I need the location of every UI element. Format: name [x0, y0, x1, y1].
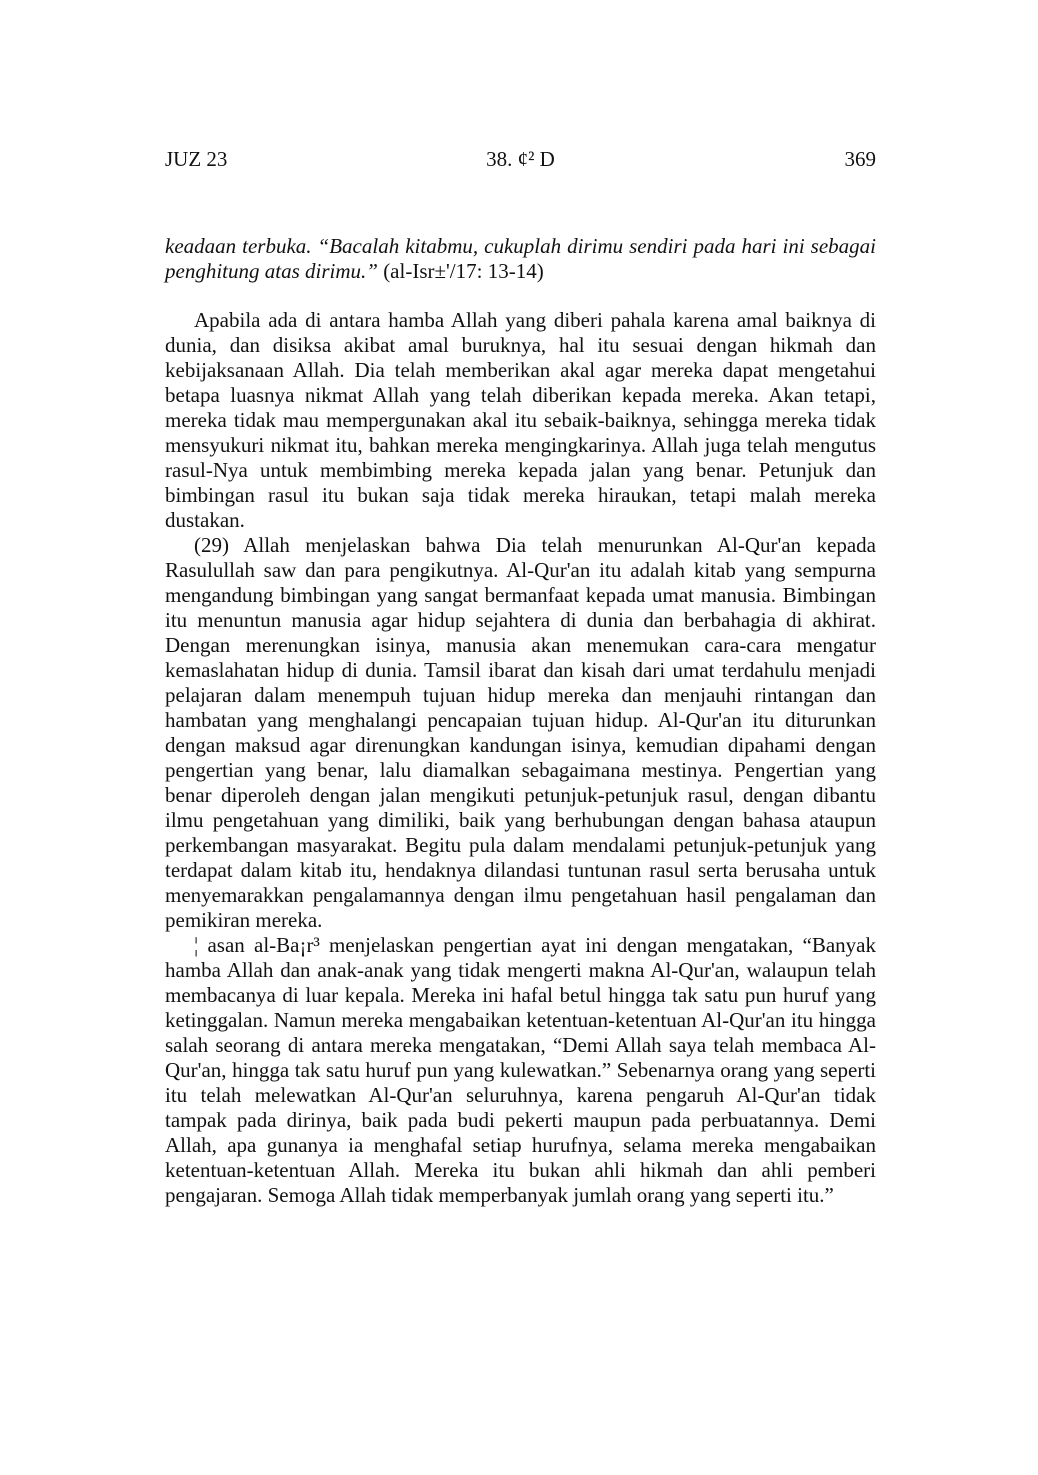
paragraph-quote-continuation — [165, 234, 876, 284]
quran-quote: keadaan terbuka. “Bacalah kitabmu, cukuplah dirimu sendiri pada hari ini sebagai penghitung atas dirimu.” — [165, 234, 876, 283]
body-text — [165, 234, 876, 1208]
paragraph-3: ¦ asan al-Ba¡r³ menjelaskan pengertian ayat ini dengan mengatakan, “Banyak hamba Allah dan anak-anak yang tidak mengerti makna Al-Qur'an, walaupun telah membacanya di luar kepala. Mereka ini hafal betul hingga tak satu pun huruf yang ketinggalan. Namun mereka mengabaikan ketentuan-ketentuan Al-Qur'an itu hingga salah seorang di antara mereka mengatakan, “Demi Allah saya telah membaca Al-Qur'an, hingga tak satu huruf pun yang kulewatkan.” Sebenarnya orang yang seperti itu telah melewatkan Al-Qur'an seluruhnya, karena pengaruh Al-Qur'an tidak tampak pada dirinya, baik pada budi pekerti maupun pada perbuatannya. Demi Allah, apa gunanya ia menghafal setiap hurufnya, selama mereka mengabaikan ketentuan-ketentuan Allah. Mereka itu bukan ahli hikmah dan ahli pemberi pengajaran. Semoga Allah tidak memperbanyak jumlah orang yang seperti itu.” — [165, 933, 876, 1207]
surah-title: 38. ¢² D — [486, 147, 555, 171]
verse-reference: (al-Isr±'/17: 13-14) — [377, 259, 544, 283]
juz-label: JUZ 23 — [165, 147, 228, 171]
page-number: 369 — [844, 147, 876, 171]
paragraph-2: (29) Allah menjelaskan bahwa Dia telah menurunkan Al-Qur'an kepada Rasulullah saw dan para pengikutnya. Al-Qur'an itu adalah kitab yang sempurna mengandung bimbingan yang sangat bermanfaat kepada umat manusia. Bimbingan itu menuntun manusia agar hidup sejahtera di dunia dan berbahagia di akhirat. Dengan merenungkan isinya, manusia akan menemukan cara-cara mengatur kemaslahatan hidup di dunia. Tamsil ibarat dan kisah dari umat terdahulu menjadi pelajaran dalam menempuh tujuan hidup mereka dan menjauhi rintangan dan hambatan yang menghalangi pencapaian tujuan hidup. Al-Qur'an itu diturunkan dengan maksud agar direnungkan kandungan isinya, kemudian dipahami dengan pengertian yang benar, lalu diamalkan sebagaimana mestinya. Pengertian yang benar diperoleh dengan jalan mengikuti petunjuk-petunjuk rasul, dengan dibantu ilmu pengetahuan yang dimiliki, baik yang berhubungan dengan bahasa ataupun perkembangan masyarakat. Begitu pula dalam mendalami petunjuk-petunjuk yang terdapat dalam kitab itu, hendaknya dilandasi tuntunan rasul serta berusaha untuk menyemarakkan pengalamannya dengan ilmu pengetahuan hasil pengalaman dan pemikiran mereka. — [165, 533, 876, 932]
paragraph-1: Apabila ada di antara hamba Allah yang diberi pahala karena amal baiknya di dunia, dan disiksa akibat amal buruknya, hal itu sesuai dengan hikmah dan kebijaksanaan Allah. Dia telah memberikan akal agar mereka dapat mengetahui betapa luasnya nikmat Allah yang telah diberikan kepada mereka. Akan tetapi, mereka tidak mau mempergunakan akal itu sebaik-baiknya, sehingga mereka tidak mensyukuri nikmat itu, bahkan mereka mengingkarinya. Allah juga telah mengutus rasul-Nya untuk membimbing mereka kepada jalan yang benar. Petunjuk dan bimbingan rasul itu bukan saja tidak mereka hiraukan, tetapi malah mereka dustakan. — [165, 308, 876, 532]
running-header — [165, 145, 876, 173]
